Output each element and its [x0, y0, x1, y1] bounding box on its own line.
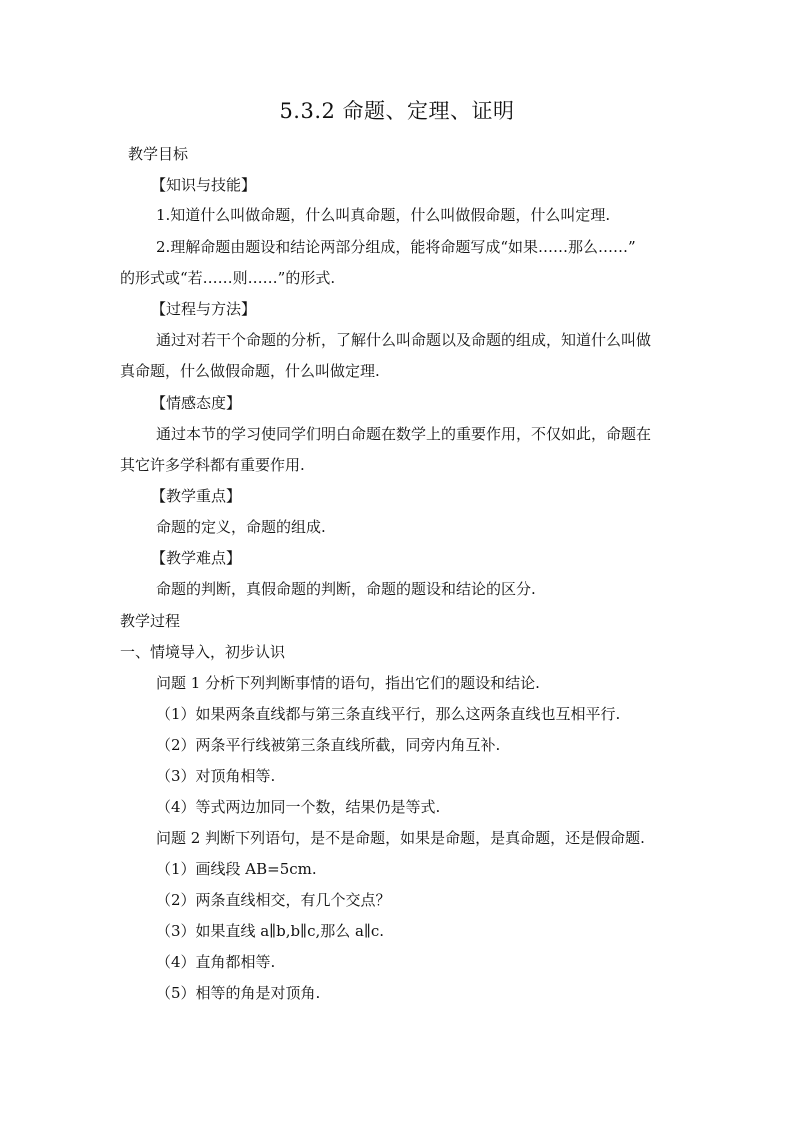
process-heading: 【过程与方法】: [151, 300, 257, 318]
knowledge-heading: 【知识与技能】: [151, 176, 257, 194]
knowledge-line-2b: 的形式或“若……则……”的形式.: [120, 269, 336, 287]
question-2-text: 问题 2 判断下列语句，是不是命题，如果是命题，是真命题，还是假命题.: [156, 829, 645, 847]
attitude-heading: 【情感态度】: [151, 394, 242, 412]
question-2-item: （1）画线段 AB=5cm.: [156, 860, 317, 878]
key-points-text: 命题的定义，命题的组成.: [156, 518, 326, 536]
objectives-heading: 教学目标: [128, 145, 189, 163]
question-2-item: （2）两条直线相交，有几个交点？: [156, 891, 391, 909]
question-1-item: （1）如果两条直线都与第三条直线平行，那么这两条直线也互相平行.: [156, 705, 621, 723]
attitude-line-b: 其它许多学科都有重要作用.: [120, 456, 305, 474]
question-2-item: （5）相等的角是对顶角.: [156, 984, 321, 1002]
knowledge-line-1: 1.知道什么叫做命题，什么叫真命题，什么叫做假命题，什么叫定理.: [156, 206, 611, 224]
question-1-text: 问题 1 分析下列判断事情的语句，指出它们的题设和结论.: [156, 674, 540, 692]
teaching-process-heading: 教学过程: [120, 612, 181, 630]
key-points-heading: 【教学重点】: [151, 487, 242, 505]
question-2-item: （3）如果直线 a∥b,b∥c,那么 a∥c.: [156, 922, 385, 940]
process-line-a: 通过对若干个命题的分析，了解什么叫命题以及命题的组成，知道什么叫做: [156, 331, 652, 349]
section-1-heading: 一、情境导入，初步认识: [120, 643, 286, 661]
knowledge-line-2a: 2.理解命题由题设和结论两部分组成，能将命题写成“如果……那么……”: [156, 238, 636, 256]
question-2-item: （4）直角都相等.: [156, 953, 276, 971]
attitude-line-a: 通过本节的学习使同学们明白命题在数学上的重要作用，不仅如此，命题在: [156, 425, 652, 443]
process-line-b: 真命题，什么做假命题，什么叫做定理.: [120, 362, 380, 380]
page-title: 5.3.2 命题、定理、证明: [279, 99, 515, 123]
question-1-item: （3）对顶角相等.: [156, 767, 276, 785]
question-1-item: （4）等式两边加同一个数，结果仍是等式.: [156, 798, 441, 816]
difficulty-text: 命题的判断，真假命题的判断，命题的题设和结论的区分.: [156, 580, 536, 598]
question-1-item: （2）两条平行线被第三条直线所截，同旁内角互补.: [156, 736, 501, 754]
difficulty-heading: 【教学难点】: [151, 549, 242, 567]
